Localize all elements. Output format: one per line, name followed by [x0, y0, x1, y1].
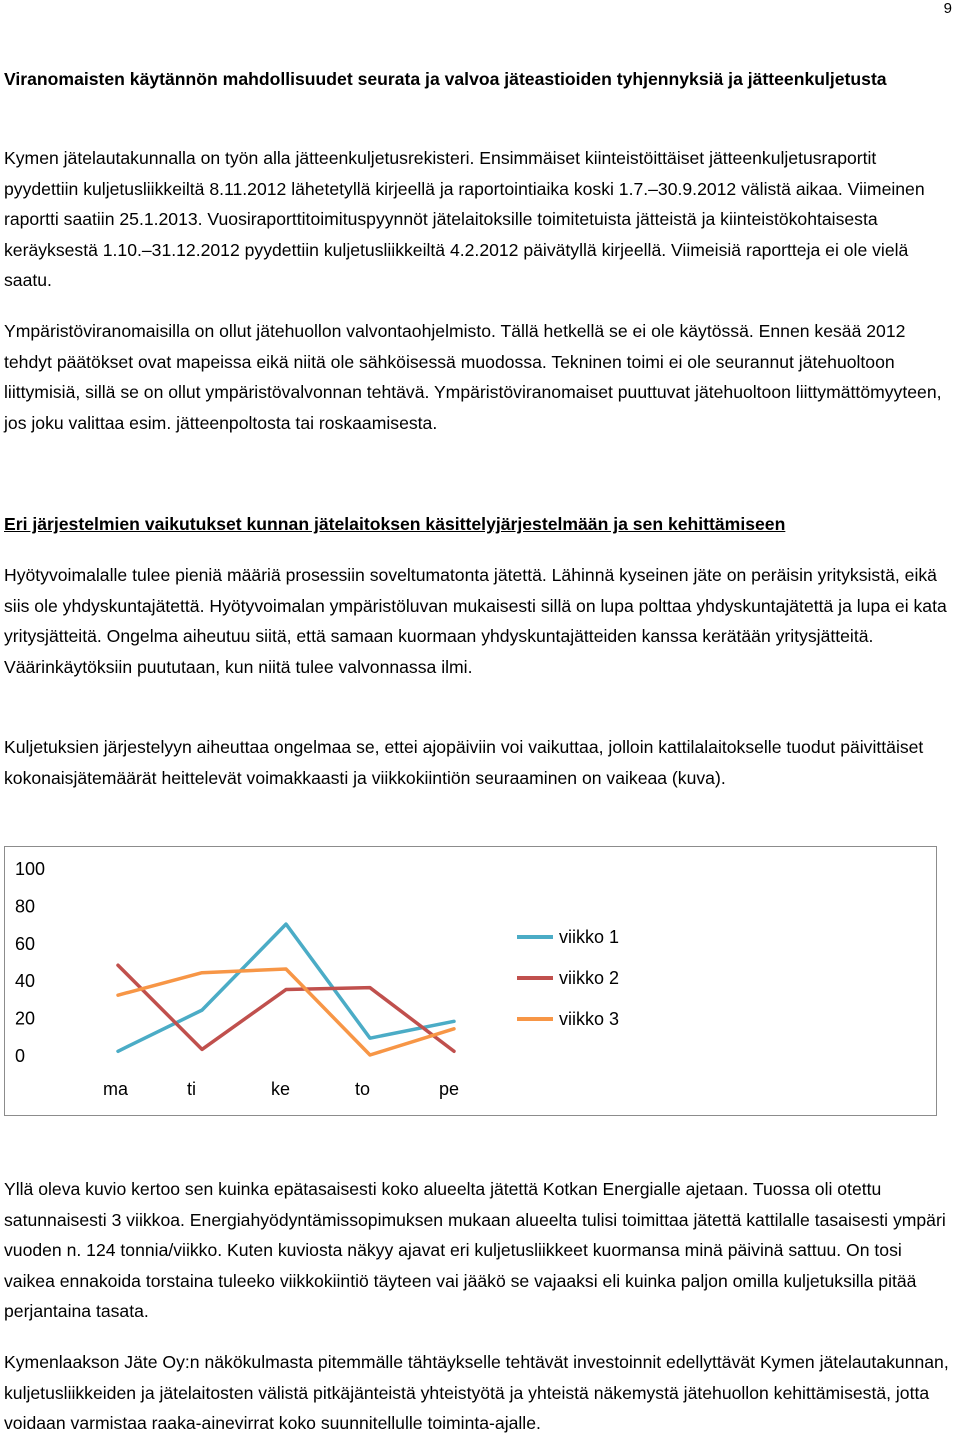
section2-paragraph-1: Hyötyvoimalalle tulee pieniä määriä prosessiin soveltumatonta jätettä. Lähinnä kyseinen jäte on peräisin yrityksistä, eikä siis ole yhdyskuntajätettä. Hyötyvoimalan ympäristöluvan mukaisesti sillä on lupa polttaa yhdyskuntajätettä ja lupa ei kata yritysjätteitä. Ongelma aiheutuu siitä, että samaan kuormaan yhdyskuntajätteiden kanssa kerätään yritysjätteitä. Väärinkäytöksiin puututaan, kun niitä tulee valvonnassa ilmi.	[4, 560, 950, 682]
x-tick-label: ma	[103, 1079, 129, 1099]
y-tick-label: 40	[15, 971, 35, 991]
x-tick-label: ti	[187, 1079, 196, 1099]
y-tick-label: 100	[15, 859, 45, 879]
y-tick-label: 60	[15, 934, 35, 954]
y-tick-label: 0	[15, 1046, 25, 1066]
x-tick-label: ke	[271, 1079, 290, 1099]
series-line-2	[118, 965, 454, 1051]
x-tick-label: to	[355, 1079, 370, 1099]
section1-paragraph-2: Ympäristöviranomaisilla on ollut jätehuollon valvontaohjelmisto. Tällä hetkellä se ei ole käytössä. Ennen kesää 2012 tehdyt päätökset ovat mapeissa eikä niitä ole sähköisessä muodossa. Tekninen toimi ei ole seurannut jätehuoltoon liittymisiä, sillä se on ollut ympäristövalvonnan tehtävä. Ympäristöviranomaiset puuttuvat jätehuoltoon liittymättömyyteen, jos joku valittaa esim. jätteenpoltosta tai roskaamisesta.	[4, 316, 950, 438]
page-number: 9	[944, 0, 952, 17]
y-tick-label: 20	[15, 1009, 35, 1029]
section1-heading: Viranomaisten käytännön mahdollisuudet seurata ja valvoa jäteastioiden tyhjennyksiä ja jätteenkuljetusta	[4, 64, 950, 95]
weekly-waste-chart	[4, 846, 937, 1116]
legend-label: viikko 1	[559, 927, 619, 947]
section2-paragraph-4: Kymenlaakson Jäte Oy:n näkökulmasta pitemmälle tähtäykselle tehtävät investoinnit edellyttävät Kymen jätelautakunnan, kuljetusliikkeiden ja jätelaitosten välistä pitkäjänteistä yhteistyötä ja yhteistä näkemystä jätehuollon kehittämisestä, jotta voidaan varmistaa raaka-ainevirrat koko suunnitellulle toiminta-ajalle.	[4, 1347, 950, 1439]
section1-paragraph-1: Kymen jätelautakunnalla on työn alla jätteenkuljetusrekisteri. Ensimmäiset kiinteistöittäiset jätteenkuljetusraportit pyydettiin kuljetusliikkeiltä 8.11.2012 lähetetyllä kirjeellä ja raportointiaika koski 1.7.–30.9.2012 välistä aikaa. Viimeinen raportti saatiin 25.1.2013. Vuosiraporttitoimituspyynnöt jätelaitoksille toimitetuista jätteistä ja kiinteistökohtaisesta keräyksestä 1.10.–31.12.2012 pyydettiin kuljetusliikkeiltä 4.2.2012 päivätyllä kirjeellä. Viimeisiä raportteja ei ole vielä saatu.	[4, 143, 950, 296]
section2-heading: Eri järjestelmien vaikutukset kunnan jätelaitoksen käsittelyjärjestelmään ja sen kehittämiseen	[4, 509, 950, 540]
x-tick-label: pe	[439, 1079, 459, 1099]
section2-paragraph-3: Yllä oleva kuvio kertoo sen kuinka epätasaisesti koko alueelta jätettä Kotkan Energialle ajetaan. Tuossa oli otettu satunnaisesti 3 viikkoa. Energiahyödyntämissopimuksen mukaan alueelta tulisi toimittaa jätettä kattilalle tasaisesti ympäri vuoden n. 124 tonnia/viikko. Kuten kuviosta näkyy ajavat eri kuljetusliikkeet kuormansa minä päivinä sattuu. On tosi vaikea ennakoida torstaina tuleeko viikkokiintiö täyteen vai jääkö se vajaaksi eli kuinka paljon omilla kuljetuksilla pitää perjantaina tasata.	[4, 1174, 950, 1327]
series-line-1	[118, 924, 454, 1051]
y-tick-label: 80	[15, 896, 35, 916]
section2-paragraph-2: Kuljetuksien järjestelyyn aiheuttaa ongelmaa se, ettei ajopäiviin voi vaikuttaa, jolloin kattilalaitokselle tuodut päivittäiset kokonaisjätemäärät heittelevät voimakkaasti ja viikkokiintiön seuraaminen on vaikeaa (kuva).	[4, 732, 950, 793]
chart-canvas	[5, 847, 936, 1115]
legend-label: viikko 3	[559, 1009, 619, 1029]
legend-label: viikko 2	[559, 968, 619, 988]
